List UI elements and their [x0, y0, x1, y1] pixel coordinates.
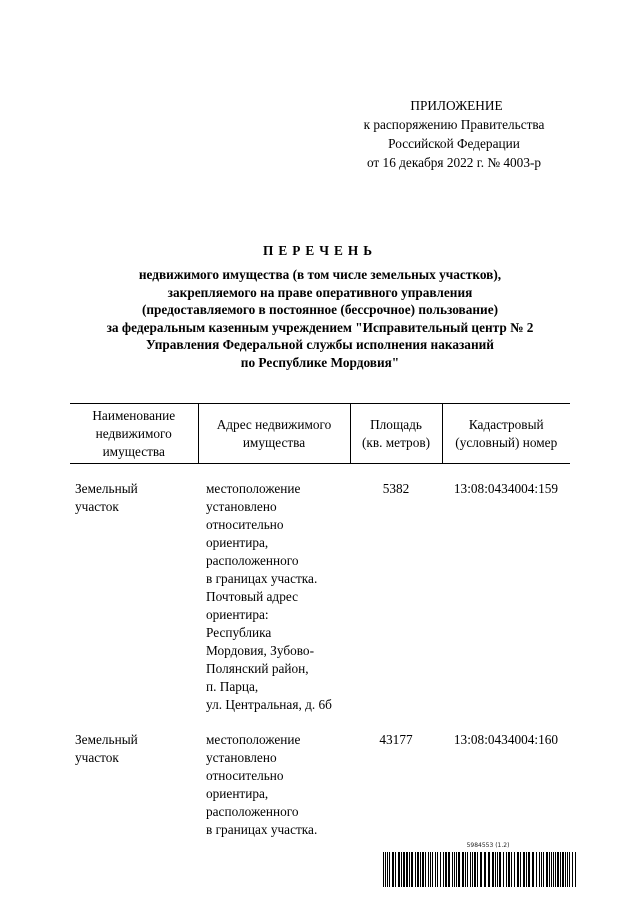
column-header-name: Наименование недвижимого имущества [70, 404, 198, 464]
cadastral-number-cell: 13:08:0434004:159 [453, 481, 559, 496]
column-header-area: Площадь (кв. метров) [350, 404, 442, 464]
property-address-cell: местоположение установлено относительно ориентира, расположенного в границах участка. Почтовый адрес ориентира: Республика Мордовия, Зубово- Полянский район, п. Парца, ул. Центральная, д. 6б [206, 481, 332, 712]
subtitle-line: по Республике Мордовия" [240, 354, 400, 370]
table-row [70, 464, 570, 732]
appendix-line-2: Российской Федерации [388, 136, 520, 151]
document-subtitle [60, 266, 580, 371]
property-area-cell: 5382 [382, 481, 410, 496]
barcode-code: 5984553 (1.2) [466, 842, 510, 849]
appendix-block [330, 96, 578, 172]
column-header-cadastral: Кадастровый (условный) номер [442, 404, 570, 464]
subtitle-line: закрепляемого на праве оперативного управления [167, 284, 473, 300]
subtitle-line: Управления Федеральной службы исполнения наказаний [146, 337, 494, 352]
subtitle-line: недвижимого имущества (в том числе земельных участков), [138, 267, 502, 282]
appendix-heading: ПРИЛОЖЕНИЕ [410, 98, 503, 113]
property-name-cell: Земельный участок [75, 732, 138, 765]
property-table [70, 403, 570, 856]
document-title: ПЕРЕЧЕНЬ [263, 243, 377, 258]
barcode-icon [383, 852, 577, 887]
property-address-cell: местоположение установлено относительно ориентира, расположенного в границах участка. [206, 732, 318, 837]
cadastral-number-cell: 13:08:0434004:160 [453, 732, 559, 747]
appendix-line-3: от 16 декабря 2022 г. № 4003-р [366, 155, 542, 170]
appendix-line-1: к распоряжению Правительства [363, 117, 545, 132]
table-header-row [70, 404, 570, 464]
subtitle-line: (предоставляемого в постоянное (бессрочное) пользование) [141, 302, 499, 317]
property-area-cell: 43177 [379, 732, 413, 747]
table-row [70, 731, 570, 856]
property-name-cell: Земельный участок [75, 481, 138, 514]
subtitle-line: за федеральным казенным учреждением "Исправительный центр № 2 [106, 319, 534, 335]
column-header-address: Адрес недвижимого имущества [198, 404, 350, 464]
